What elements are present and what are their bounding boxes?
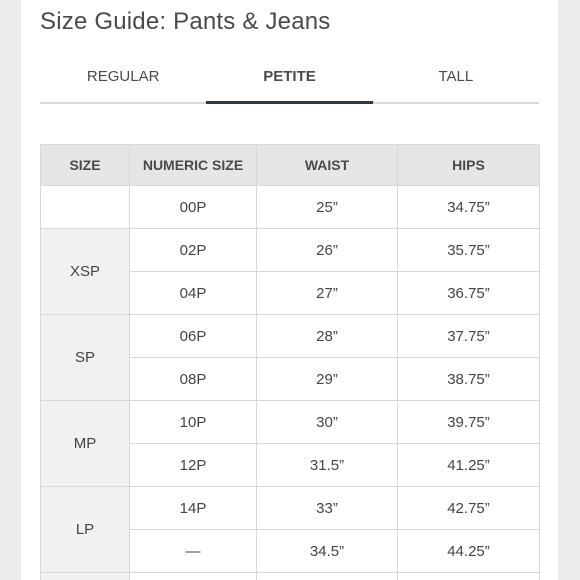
- hips-cell: 37.75”: [398, 315, 540, 358]
- table-row: [41, 315, 540, 358]
- fit-tabs: [40, 58, 539, 104]
- waist-cell: [257, 573, 398, 580]
- waist-cell: 25”: [257, 186, 398, 229]
- size-cell: SP: [41, 315, 130, 401]
- size-cell: XSP: [41, 229, 130, 315]
- size-cell: [41, 573, 130, 580]
- waist-cell: 26”: [257, 229, 398, 272]
- hips-cell: 34.75”: [398, 186, 540, 229]
- header-size: SIZE: [41, 145, 130, 186]
- hips-cell: 35.75”: [398, 229, 540, 272]
- header-hips: HIPS: [398, 145, 540, 186]
- size-cell: LP: [41, 487, 130, 573]
- table-row: [41, 186, 540, 229]
- table-row: [41, 401, 540, 444]
- table-row: [41, 573, 540, 580]
- page-title: Size Guide: Pants & Jeans: [40, 8, 331, 35]
- waist-cell: 28”: [257, 315, 398, 358]
- hips-cell: 36.75”: [398, 272, 540, 315]
- hips-cell: [398, 573, 540, 580]
- size-cell: MP: [41, 401, 130, 487]
- numeric-size-cell: 04P: [130, 272, 257, 315]
- header-numeric-size: NUMERIC SIZE: [130, 145, 257, 186]
- tab-tall[interactable]: TALL: [438, 68, 474, 85]
- waist-cell: 33”: [257, 487, 398, 530]
- hips-cell: 39.75”: [398, 401, 540, 444]
- numeric-size-cell: 14P: [130, 487, 257, 530]
- table-row: [41, 487, 540, 530]
- table-header-row: [41, 145, 540, 186]
- hips-cell: 42.75”: [398, 487, 540, 530]
- size-chart-table: [40, 144, 540, 580]
- table-row: [41, 229, 540, 272]
- waist-cell: 29”: [257, 358, 398, 401]
- hips-cell: 44.25”: [398, 530, 540, 573]
- waist-cell: 34.5”: [257, 530, 398, 573]
- waist-cell: 30”: [257, 401, 398, 444]
- numeric-size-cell: 12P: [130, 444, 257, 487]
- numeric-size-cell: 02P: [130, 229, 257, 272]
- size-cell: [41, 186, 130, 229]
- hips-cell: 41.25”: [398, 444, 540, 487]
- tab-regular[interactable]: REGULAR: [86, 68, 160, 85]
- waist-cell: 31.5”: [257, 444, 398, 487]
- tab-petite[interactable]: PETITE: [206, 58, 372, 102]
- hips-cell: 38.75”: [398, 358, 540, 401]
- size-guide-panel: [21, 0, 558, 580]
- numeric-size-cell: 06P: [130, 315, 257, 358]
- numeric-size-cell: [130, 573, 257, 580]
- header-waist: WAIST: [257, 145, 398, 186]
- numeric-size-cell: 10P: [130, 401, 257, 444]
- numeric-size-cell: 00P: [130, 186, 257, 229]
- numeric-size-cell: —: [130, 530, 257, 573]
- waist-cell: 27”: [257, 272, 398, 315]
- numeric-size-cell: 08P: [130, 358, 257, 401]
